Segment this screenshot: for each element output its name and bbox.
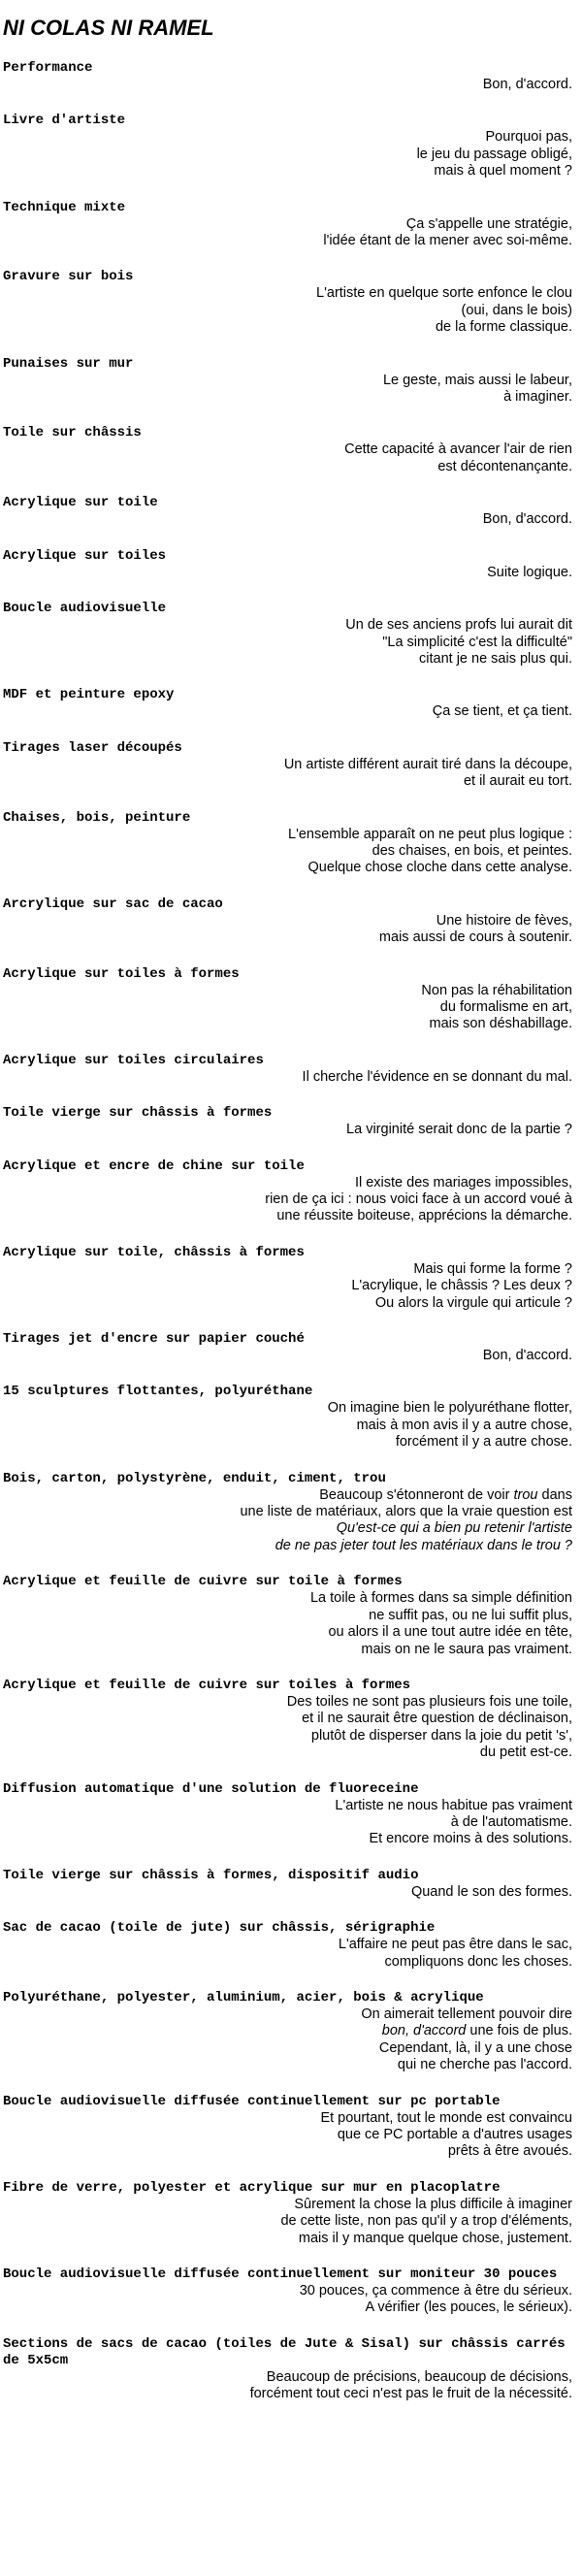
comment-line <box>3 233 572 249</box>
artwork-comment <box>3 2110 572 2161</box>
comment-text: Cette capacité à avancer l'air de rien <box>344 441 572 458</box>
artwork-medium: Acrylique sur toiles circulaires <box>3 1052 264 1068</box>
comment-text: Quand le son des formes. <box>410 1883 572 1900</box>
comment-text: On imagine bien le polyuréthane flotter, <box>327 1400 572 1417</box>
comment-text: mais à quel moment ? <box>434 163 572 179</box>
artwork-entry <box>3 2180 572 2247</box>
artwork-medium: Tirages laser découpés <box>3 739 182 756</box>
comment-text: mais on ne le saura pas vraiment. <box>361 1641 572 1657</box>
comment-text: et il aurait eu tort. <box>463 773 572 790</box>
artwork-comment <box>3 1069 572 1086</box>
comment-text: La virginité serait donc de la partie ? <box>346 1122 572 1138</box>
artwork-comment <box>3 511 572 528</box>
comment-line <box>3 2023 572 2039</box>
artwork-comment <box>3 983 572 1033</box>
comment-text: des chaises, en bois, et peintes. <box>372 842 572 859</box>
artwork-comment <box>3 373 572 407</box>
artwork-entry <box>3 1384 572 1451</box>
comment-line <box>3 129 572 146</box>
comment-line <box>3 459 572 475</box>
artwork-medium: Acrylique sur toile, châssis à formes <box>3 1244 305 1260</box>
comment-text: une réussite boiteuse, apprécions la démarche. <box>276 1208 572 1224</box>
artwork-comment <box>3 1348 572 1364</box>
comment-line <box>3 2213 572 2230</box>
artwork-medium: Diffusion automatique d'une solution de fluoreceine <box>3 1780 419 1797</box>
comment-text: Un de ses anciens profs lui aurait dit <box>345 617 572 634</box>
comment-text: Sûrement la chose la plus difficile à imaginer <box>294 2196 572 2212</box>
artwork-entry <box>3 495 572 528</box>
comment-text: A vérifier (les pouces, le sérieux). <box>365 2299 572 2316</box>
artwork-entry <box>3 269 572 336</box>
comment-text: L'ensemble apparaît on ne peut plus logique : <box>288 826 572 842</box>
comment-text: ne suffit pas, ou ne lui suffit plus, <box>369 1607 572 1623</box>
comment-line <box>3 1538 572 1554</box>
comment-line <box>3 2057 572 2073</box>
comment-text: Beaucoup s'étonneront de voir <box>319 1486 514 1503</box>
artwork-entry <box>3 1053 572 1086</box>
artwork-comment <box>3 913 572 947</box>
comment-text: 30 pouces, ça commence à être du sérieux. <box>299 2283 572 2299</box>
comment-text: Il cherche l'évidence en se donnant du mal. <box>302 1068 572 1085</box>
artwork-medium: Toile vierge sur châssis à formes, dispositif audio <box>3 1867 419 1883</box>
comment-line <box>3 2386 572 2402</box>
comment-line <box>3 843 572 860</box>
artwork-medium: Bois, carton, polystyrène, enduit, ciment, trou <box>3 1470 386 1486</box>
comment-text: "La simplicité c'est la difficulté" <box>382 634 572 650</box>
comment-text: L'artiste en quelque sorte enfonce le clou <box>316 285 572 302</box>
artwork-entry <box>3 2094 572 2161</box>
comment-text: et il ne saurait être question de déclinaison, <box>302 1711 572 1727</box>
comment-line <box>3 1487 572 1504</box>
comment-line <box>3 2369 572 2386</box>
artwork-entry <box>3 200 572 250</box>
comment-line <box>3 773 572 790</box>
comment-text: l'idée étant de la mener avec soi-même. <box>323 233 572 249</box>
comment-text: Ça s'appelle une stratégie, <box>405 215 572 232</box>
comment-text: Quelque chose cloche dans cette analyse. <box>307 860 572 876</box>
comment-line <box>3 913 572 929</box>
comment-text: le jeu du passage obligé, <box>416 146 572 162</box>
artwork-entry <box>3 1781 572 1848</box>
comment-line <box>3 1208 572 1224</box>
comment-line <box>3 1711 572 1727</box>
comment-line <box>3 2040 572 2057</box>
comment-line <box>3 1191 572 1208</box>
comment-text: prêts à être avoués. <box>447 2143 572 2160</box>
comment-text: Le geste, mais aussi le labeur, <box>382 372 572 388</box>
comment-line <box>3 651 572 668</box>
artwork-entry <box>3 740 572 791</box>
artwork-medium: Gravure sur bois <box>3 269 134 285</box>
comment-line <box>3 1175 572 1191</box>
comment-line <box>3 1590 572 1607</box>
artwork-medium: Acrylique sur toiles <box>3 547 167 564</box>
artwork-entry <box>3 1471 572 1555</box>
comment-text: Non pas la réhabilitation <box>421 982 572 998</box>
comment-line <box>3 2197 572 2213</box>
comment-line <box>3 1624 572 1641</box>
comment-text: Beaucoup de précisions, beaucoup de décisions, <box>266 2368 572 2385</box>
comment-text: Bon, d'accord. <box>482 77 572 92</box>
artwork-entry <box>3 425 572 475</box>
comment-line <box>3 1295 572 1312</box>
comment-text: Mais qui forme la forme ? <box>413 1260 572 1277</box>
artwork-comment <box>3 703 572 720</box>
comment-text: Bon, d'accord. <box>482 1348 572 1364</box>
artwork-medium: Polyuréthane, polyester, aluminium, acier, bois & acrylique <box>3 1989 484 2005</box>
comment-text: Il existe des mariages impossibles, <box>354 1174 572 1190</box>
artwork-comment <box>3 285 572 336</box>
comment-text: L'artiste ne nous habitue pas vraiment <box>335 1797 572 1813</box>
artwork-comment <box>3 441 572 475</box>
comment-line <box>3 2143 572 2160</box>
comment-text: forcément tout ceci n'est pas le fruit de la nécessité. <box>249 2386 572 2402</box>
artwork-comment <box>3 1694 572 1762</box>
comment-text: de ne pas jeter tout les matériaux dans le trou ? <box>275 1537 572 1553</box>
comment-line <box>3 1434 572 1451</box>
comment-text: ou alors il a une tout autre idée en tête, <box>328 1624 572 1641</box>
artwork-entry <box>3 1990 572 2074</box>
artwork-entry <box>3 2336 572 2403</box>
comment-text: est décontenançante. <box>437 458 572 474</box>
artwork-entry <box>3 1574 572 1658</box>
comment-text: (oui, dans le bois) <box>461 302 572 318</box>
artwork-medium: Livre d'artiste <box>3 113 126 129</box>
comment-line <box>3 2127 572 2143</box>
comment-line <box>3 1278 572 1294</box>
comment-line <box>3 2006 572 2023</box>
artwork-entry <box>3 548 572 581</box>
comment-line <box>3 77 572 93</box>
artwork-medium: Tirages jet d'encre sur papier couché <box>3 1331 305 1348</box>
artwork-medium: Boucle audiovisuelle diffusée continuellement sur pc portable <box>3 2093 501 2109</box>
artwork-comment <box>3 1400 572 1451</box>
comment-text: Qu'est-ce qui a bien pu retenir l'artiste <box>336 1520 572 1537</box>
artwork-entry <box>3 1868 572 1901</box>
artwork-medium: Arcrylique sur sac de cacao <box>3 896 223 912</box>
artwork-medium: Punaises sur mur <box>3 355 134 372</box>
comment-line <box>3 1728 572 1745</box>
comment-line <box>3 1608 572 1624</box>
comment-line <box>3 1520 572 1537</box>
comment-text: L'acrylique, le châssis ? Les deux ? <box>351 1278 572 1294</box>
comment-line <box>3 163 572 179</box>
comment-text: Bon, d'accord. <box>482 511 572 528</box>
comment-line <box>3 511 572 528</box>
comment-text: Un artiste différent aurait tiré dans la découpe, <box>283 756 572 772</box>
artwork-entry <box>3 1158 572 1225</box>
comment-line <box>3 2110 572 2127</box>
artwork-comment <box>3 129 572 179</box>
comment-text: mais il y manque quelque chose, justement. <box>298 2230 572 2246</box>
artwork-medium: Sac de cacao (toile de jute) sur châssis, sérigraphie <box>3 1920 436 1937</box>
comment-line <box>3 319 572 336</box>
artwork-medium: Acrylique sur toiles à formes <box>3 965 240 982</box>
artwork-comment <box>3 617 572 668</box>
comment-text: On aimerait tellement pouvoir dire <box>361 2005 572 2022</box>
comment-line <box>3 1016 572 1032</box>
artwork-comment <box>3 216 572 250</box>
comment-text: que ce PC portable a d'autres usages <box>337 2127 572 2142</box>
comment-line <box>3 373 572 389</box>
artwork-comment <box>3 1884 572 1901</box>
comment-text: Pourquoi pas, <box>485 129 572 146</box>
artwork-medium: Boucle audiovisuelle diffusée continuellement sur moniteur 30 pouces <box>3 2266 558 2283</box>
comment-text: une liste de matériaux, alors que la vraie question est <box>240 1504 572 1520</box>
comment-line <box>3 565 572 581</box>
comment-line <box>3 1400 572 1417</box>
artwork-medium: Performance <box>3 60 93 76</box>
artwork-comment <box>3 77 572 93</box>
artwork-medium: Toile vierge sur châssis à formes <box>3 1105 273 1122</box>
comment-line <box>3 2231 572 2247</box>
comment-line <box>3 389 572 406</box>
comment-text: qui ne cherche pas l'accord. <box>397 2057 572 2073</box>
comment-text: Ça se tient, et ça tient. <box>432 703 572 720</box>
artwork-entry <box>3 60 572 93</box>
artwork-entry <box>3 601 572 668</box>
comment-line <box>3 1745 572 1761</box>
comment-line <box>3 1069 572 1086</box>
comment-text: Ou alors la virgule qui articule ? <box>374 1294 572 1311</box>
artwork-comment <box>3 1937 572 1971</box>
artwork-comment <box>3 2197 572 2247</box>
comment-text: du petit est-ce. <box>479 1745 572 1761</box>
comment-line <box>3 827 572 843</box>
comment-line <box>3 1642 572 1658</box>
artwork-medium: 15 sculptures flottantes, polyuréthane <box>3 1384 313 1400</box>
artwork-comment <box>3 565 572 581</box>
comment-text: mais son déshabillage. <box>429 1016 572 1032</box>
page-title: NI COLAS NI RAMEL <box>3 16 214 40</box>
artwork-medium: Sections de sacs de cacao (toiles de Jute & Sisal) sur châssis carrés de 5x5cm <box>3 2335 574 2368</box>
comment-text: dans <box>537 1486 572 1503</box>
comment-line <box>3 983 572 999</box>
artwork-comment <box>3 1798 572 1848</box>
comment-line <box>3 216 572 233</box>
comment-text: de la forme classique. <box>435 319 572 336</box>
comment-line <box>3 303 572 319</box>
comment-line <box>3 1122 572 1138</box>
comment-text: L'affaire ne peut pas être dans le sac, <box>338 1937 572 1953</box>
artwork-medium: Acrylique et feuille de cuivre sur toile à formes <box>3 1574 403 1590</box>
comment-line <box>3 1884 572 1901</box>
comment-text: rien de ça ici : nous voici face à un accord voué à <box>265 1191 572 1207</box>
comment-line <box>3 441 572 458</box>
comment-line <box>3 2299 572 2316</box>
comment-text: plutôt de disperser dans la joie du petit 's', <box>310 1727 572 1744</box>
comment-line <box>3 285 572 302</box>
entry-list <box>3 60 572 2403</box>
comment-text: Et encore moins à des solutions. <box>369 1831 572 1847</box>
comment-text: Cependant, là, il y a une chose <box>378 2039 572 2056</box>
artwork-medium: Acrylique et feuille de cuivre sur toiles à formes <box>3 1677 411 1693</box>
comment-text: Des toiles ne sont pas plusieurs fois une toile, <box>286 1693 572 1710</box>
comment-line <box>3 860 572 876</box>
artwork-comment <box>3 1175 572 1225</box>
comment-line <box>3 1348 572 1364</box>
comment-line <box>3 635 572 651</box>
artwork-medium: Chaises, bois, peinture <box>3 809 191 826</box>
artwork-entry <box>3 2266 572 2317</box>
comment-text: Suite logique. <box>487 564 572 580</box>
comment-line <box>3 999 572 1016</box>
artwork-comment <box>3 2006 572 2074</box>
comment-line <box>3 703 572 720</box>
artwork-comment <box>3 1487 572 1555</box>
comment-line <box>3 1831 572 1847</box>
comment-line <box>3 1504 572 1520</box>
artwork-entry <box>3 1245 572 1312</box>
artwork-entry <box>3 687 572 720</box>
artwork-entry <box>3 810 572 877</box>
comment-line <box>3 1954 572 1971</box>
comment-line <box>3 1937 572 1953</box>
comment-text: La toile à formes dans sa simple définition <box>309 1590 572 1607</box>
artwork-medium: Technique mixte <box>3 199 126 215</box>
artwork-entry <box>3 1920 572 1971</box>
comment-text: Et pourtant, tout le monde est convaincu <box>320 2109 572 2126</box>
artwork-entry <box>3 966 572 1033</box>
artwork-comment <box>3 2283 572 2317</box>
artwork-comment <box>3 1590 572 1658</box>
artwork-entry <box>3 1331 572 1364</box>
comment-line <box>3 2283 572 2299</box>
artwork-entry <box>3 1678 572 1762</box>
artwork-comment <box>3 2369 572 2403</box>
comment-line <box>3 617 572 634</box>
artwork-entry <box>3 356 572 407</box>
comment-text: à imaginer. <box>503 389 572 406</box>
comment-line <box>3 1814 572 1831</box>
comment-text: forcément il y a autre chose. <box>395 1434 572 1451</box>
artwork-entry <box>3 113 572 179</box>
comment-text: du formalisme en art, <box>439 998 572 1015</box>
artwork-comment <box>3 1261 572 1312</box>
artwork-medium: Acrylique sur toile <box>3 495 158 511</box>
artwork-entry <box>3 897 572 947</box>
comment-text: à de l'automatisme. <box>450 1813 572 1830</box>
comment-line <box>3 147 572 163</box>
comment-text: mais aussi de cours à soutenir. <box>378 929 572 946</box>
comment-line <box>3 757 572 773</box>
artwork-comment <box>3 827 572 877</box>
artwork-medium: Acrylique et encre de chine sur toile <box>3 1158 305 1174</box>
comment-text: compliquons donc les choses. <box>384 1953 572 1970</box>
comment-text: mais à mon avis il y a autre chose, <box>356 1417 572 1433</box>
comment-text: citant je ne sais plus qui. <box>419 650 572 667</box>
comment-text: de cette liste, non pas qu'il y a trop d'éléments, <box>280 2213 572 2230</box>
artwork-medium: Boucle audiovisuelle <box>3 601 167 617</box>
artwork-medium: Fibre de verre, polyester et acrylique sur mur en placoplatre <box>3 2179 501 2196</box>
comment-text: bon, d'accord <box>381 2023 467 2039</box>
comment-line <box>3 1694 572 1711</box>
comment-line <box>3 1798 572 1814</box>
artwork-medium: MDF et peinture epoxy <box>3 687 175 703</box>
comment-text: Une histoire de fèves, <box>436 912 572 929</box>
artwork-comment <box>3 757 572 791</box>
artwork-comment <box>3 1122 572 1138</box>
comment-line <box>3 1261 572 1278</box>
comment-line <box>3 1418 572 1434</box>
comment-text: une fois de plus. <box>466 2023 572 2039</box>
artwork-entry <box>3 1105 572 1138</box>
artwork-medium: Toile sur châssis <box>3 425 142 441</box>
comment-text: trou <box>513 1486 538 1503</box>
comment-line <box>3 929 572 946</box>
